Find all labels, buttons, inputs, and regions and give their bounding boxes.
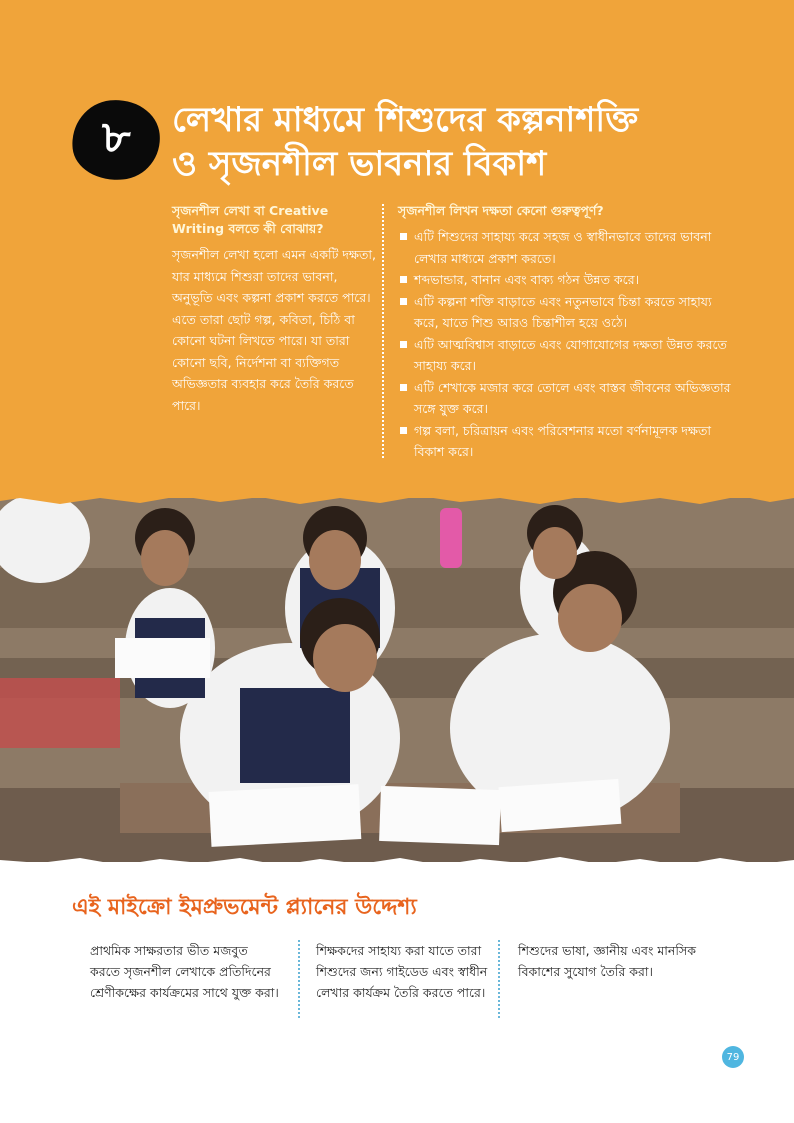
classroom-photo-illustration	[0, 498, 794, 862]
objective-item: শিশুদের ভাষা, জ্ঞানীয় এবং মানসিক বিকাশের সুযোগ তৈরি করা।	[518, 943, 696, 979]
objective-divider	[298, 940, 300, 1018]
chapter-title-line-2: ও সৃজনশীল ভাবনার বিকাশ	[172, 144, 547, 184]
importance-heading: সৃজনশীল লিখন দক্ষতা কেনো গুরুত্বপূর্ণ?	[398, 203, 604, 218]
definition-body: সৃজনশীল লেখা হলো এমন একটি দক্ষতা, যার মাধ্যমে শিশুরা তাদের ভাবনা, অনুভূতি এবং কল্পনা প্রকাশ করতে পারে। এতে তারা ছোট গল্প, কবিতা, চিঠি বা কোনো ঘটনা লিখতে পারে। যা তারা কোনো ছবি, নির্দেশনা বা ব্যক্তিগত অভিজ্ঞতার ব্যবহার করে তৈরি করতে পারে।	[172, 247, 377, 413]
objectives-title: এই মাইক্রো ইমপ্রুভমেন্ট প্ল্যানের উদ্দেশ্য	[72, 895, 417, 920]
definition-heading: সৃজনশীল লেখা বা Creative Writing বলতে কী বোঝায়?	[172, 203, 329, 236]
list-item: গল্প বলা, চরিত্রায়ন এবং পরিবেশনার মতো বর্ণনামূলক দক্ষতা বিকাশ করে।	[398, 420, 738, 463]
torn-edge-top	[0, 486, 794, 510]
list-item: এটি শিশুদের সাহায্য করে সহজ ও স্বাধীনভাবে তাদের ভাবনা লেখার মাধ্যমে প্রকাশ করতে।	[398, 226, 738, 269]
column-divider	[382, 204, 384, 458]
list-item: এটি শেখাকে মজার করে তোলে এবং বাস্তব জীবনের অভিজ্ঞতার সঙ্গে যুক্ত করে।	[398, 377, 738, 420]
importance-column	[398, 202, 738, 463]
list-item: এটি কল্পনা শক্তি বাড়াতে এবং নতুনভাবে চিন্তা করতে সাহায্য করে, যাতে শিশু আরও চিন্তাশীল হয়ে ওঠে।	[398, 291, 738, 334]
importance-list	[398, 226, 738, 463]
chapter-title-line-1: লেখার মাধ্যমে শিশুদের কল্পনাশক্তি	[172, 100, 639, 140]
list-item: এটি আত্মবিশ্বাস বাড়াতে এবং যোগাযোগের দক্ষতা উন্নত করতে সাহায্য করে।	[398, 334, 738, 377]
page-number: 79	[722, 1046, 744, 1068]
objective-divider	[498, 940, 500, 1018]
objective-item: শিক্ষকদের সাহায্য করা যাতে তারা শিশুদের জন্য গাইডেড এবং স্বাধীন লেখার কার্যক্রম তৈরি করতে পারে।	[316, 943, 488, 1000]
chapter-title	[172, 98, 772, 186]
list-item: শব্দভান্ডার, বানান এবং বাক্য গঠন উন্নত করে।	[398, 269, 738, 291]
objective-item: প্রাথমিক সাক্ষরতার ভীত মজবুত করতে সৃজনশীল লেখাকে প্রতিদিনের শ্রেণীকক্ষের কার্যক্রমের সাথে যুক্ত করা।	[90, 943, 279, 1000]
torn-edge-bottom	[0, 850, 794, 874]
chapter-number: ৮	[101, 111, 131, 163]
classroom-photo	[0, 498, 794, 862]
definition-column	[172, 202, 377, 416]
